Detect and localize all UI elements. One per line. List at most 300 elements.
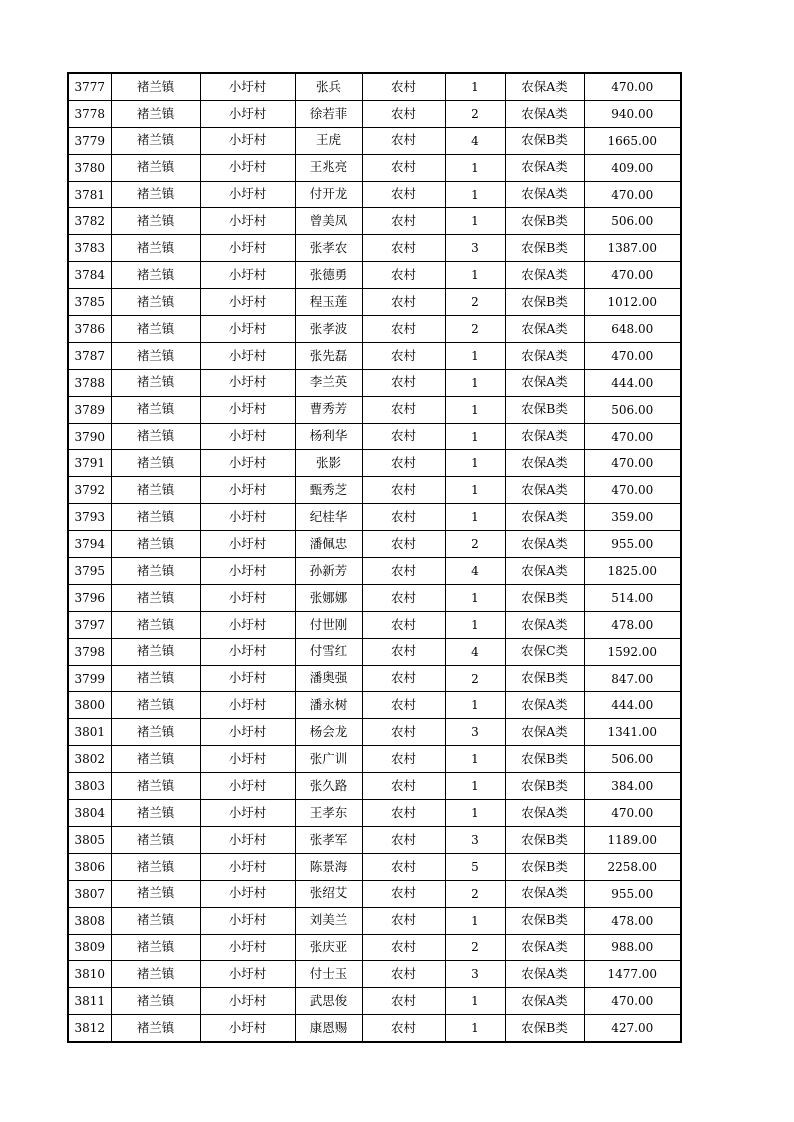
town-cell: 褚兰镇 [111, 692, 200, 719]
household-count-cell: 1 [445, 800, 505, 827]
household-count-cell: 1 [445, 154, 505, 181]
table-row [68, 316, 681, 343]
person-name-cell: 付雪红 [295, 638, 362, 665]
amount-cell: 1477.00 [584, 961, 681, 988]
person-name-cell: 张绍艾 [295, 880, 362, 907]
record-number-cell: 3788 [68, 369, 111, 396]
town-cell: 褚兰镇 [111, 907, 200, 934]
record-number-cell: 3810 [68, 961, 111, 988]
person-name-cell: 曾美凤 [295, 208, 362, 235]
record-number-cell: 3802 [68, 746, 111, 773]
insurance-category-cell: 农保A类 [505, 477, 584, 504]
village-cell: 小圩村 [200, 773, 295, 800]
insurance-category-cell: 农保A类 [505, 316, 584, 343]
table-row [68, 450, 681, 477]
residence-type-cell: 农村 [362, 1015, 445, 1042]
amount-cell: 427.00 [584, 1015, 681, 1042]
insurance-category-cell: 农保B类 [505, 853, 584, 880]
amount-cell: 955.00 [584, 880, 681, 907]
town-cell: 褚兰镇 [111, 369, 200, 396]
record-number-cell: 3784 [68, 262, 111, 289]
household-count-cell: 1 [445, 73, 505, 100]
town-cell: 褚兰镇 [111, 504, 200, 531]
household-count-cell: 5 [445, 853, 505, 880]
household-count-cell: 1 [445, 342, 505, 369]
person-name-cell: 付世刚 [295, 611, 362, 638]
amount-cell: 470.00 [584, 342, 681, 369]
town-cell: 褚兰镇 [111, 154, 200, 181]
insurance-category-cell: 农保A类 [505, 719, 584, 746]
household-count-cell: 1 [445, 1015, 505, 1042]
record-number-cell: 3780 [68, 154, 111, 181]
record-number-cell: 3812 [68, 1015, 111, 1042]
record-number-cell: 3796 [68, 584, 111, 611]
table-row [68, 800, 681, 827]
village-cell: 小圩村 [200, 100, 295, 127]
town-cell: 褚兰镇 [111, 961, 200, 988]
table-row [68, 773, 681, 800]
household-count-cell: 1 [445, 396, 505, 423]
table-row [68, 1015, 681, 1042]
table-row [68, 73, 681, 100]
household-count-cell: 2 [445, 100, 505, 127]
town-cell: 褚兰镇 [111, 396, 200, 423]
village-cell: 小圩村 [200, 504, 295, 531]
town-cell: 褚兰镇 [111, 880, 200, 907]
town-cell: 褚兰镇 [111, 127, 200, 154]
residence-type-cell: 农村 [362, 826, 445, 853]
village-cell: 小圩村 [200, 154, 295, 181]
record-number-cell: 3790 [68, 423, 111, 450]
person-name-cell: 张影 [295, 450, 362, 477]
table-row [68, 611, 681, 638]
household-count-cell: 4 [445, 127, 505, 154]
record-number-cell: 3809 [68, 934, 111, 961]
household-count-cell: 1 [445, 746, 505, 773]
village-cell: 小圩村 [200, 450, 295, 477]
residence-type-cell: 农村 [362, 880, 445, 907]
residence-type-cell: 农村 [362, 800, 445, 827]
household-count-cell: 4 [445, 558, 505, 585]
village-cell: 小圩村 [200, 73, 295, 100]
record-number-cell: 3785 [68, 289, 111, 316]
residence-type-cell: 农村 [362, 181, 445, 208]
insurance-category-cell: 农保A类 [505, 369, 584, 396]
table-row [68, 719, 681, 746]
person-name-cell: 潘佩忠 [295, 531, 362, 558]
residence-type-cell: 农村 [362, 961, 445, 988]
residence-type-cell: 农村 [362, 477, 445, 504]
village-cell: 小圩村 [200, 1015, 295, 1042]
amount-cell: 444.00 [584, 369, 681, 396]
insurance-category-cell: 农保B类 [505, 746, 584, 773]
residence-type-cell: 农村 [362, 208, 445, 235]
household-count-cell: 2 [445, 934, 505, 961]
insurance-category-cell: 农保B类 [505, 127, 584, 154]
insurance-category-cell: 农保B类 [505, 289, 584, 316]
person-name-cell: 李兰英 [295, 369, 362, 396]
person-name-cell: 潘永树 [295, 692, 362, 719]
town-cell: 褚兰镇 [111, 638, 200, 665]
household-count-cell: 1 [445, 504, 505, 531]
record-number-cell: 3797 [68, 611, 111, 638]
town-cell: 褚兰镇 [111, 181, 200, 208]
insurance-category-cell: 农保B类 [505, 773, 584, 800]
residence-type-cell: 农村 [362, 289, 445, 316]
household-count-cell: 4 [445, 638, 505, 665]
insurance-category-cell: 农保A类 [505, 450, 584, 477]
table-row [68, 504, 681, 531]
insurance-category-cell: 农保A类 [505, 692, 584, 719]
insurance-category-cell: 农保B类 [505, 235, 584, 262]
amount-cell: 470.00 [584, 988, 681, 1015]
person-name-cell: 甄秀芝 [295, 477, 362, 504]
insurance-category-cell: 农保B类 [505, 665, 584, 692]
amount-cell: 1012.00 [584, 289, 681, 316]
town-cell: 褚兰镇 [111, 853, 200, 880]
residence-type-cell: 农村 [362, 773, 445, 800]
household-count-cell: 1 [445, 262, 505, 289]
village-cell: 小圩村 [200, 826, 295, 853]
residence-type-cell: 农村 [362, 396, 445, 423]
person-name-cell: 武思俊 [295, 988, 362, 1015]
amount-cell: 955.00 [584, 531, 681, 558]
record-number-cell: 3793 [68, 504, 111, 531]
amount-cell: 2258.00 [584, 853, 681, 880]
record-number-cell: 3805 [68, 826, 111, 853]
amount-cell: 988.00 [584, 934, 681, 961]
table-row [68, 477, 681, 504]
residence-type-cell: 农村 [362, 558, 445, 585]
amount-cell: 470.00 [584, 181, 681, 208]
record-number-cell: 3781 [68, 181, 111, 208]
household-count-cell: 1 [445, 773, 505, 800]
residence-type-cell: 农村 [362, 423, 445, 450]
record-number-cell: 3806 [68, 853, 111, 880]
household-count-cell: 3 [445, 719, 505, 746]
town-cell: 褚兰镇 [111, 665, 200, 692]
amount-cell: 444.00 [584, 692, 681, 719]
record-number-cell: 3777 [68, 73, 111, 100]
record-number-cell: 3787 [68, 342, 111, 369]
village-cell: 小圩村 [200, 316, 295, 343]
table-row [68, 584, 681, 611]
person-name-cell: 刘美兰 [295, 907, 362, 934]
record-number-cell: 3798 [68, 638, 111, 665]
insurance-category-cell: 农保A类 [505, 262, 584, 289]
amount-cell: 1665.00 [584, 127, 681, 154]
village-cell: 小圩村 [200, 746, 295, 773]
residence-type-cell: 农村 [362, 692, 445, 719]
person-name-cell: 张庆亚 [295, 934, 362, 961]
insurance-category-cell: 农保A类 [505, 800, 584, 827]
household-count-cell: 1 [445, 369, 505, 396]
table-row [68, 665, 681, 692]
amount-cell: 409.00 [584, 154, 681, 181]
village-cell: 小圩村 [200, 907, 295, 934]
town-cell: 褚兰镇 [111, 988, 200, 1015]
table-row [68, 853, 681, 880]
household-count-cell: 1 [445, 208, 505, 235]
amount-cell: 470.00 [584, 73, 681, 100]
residence-type-cell: 农村 [362, 638, 445, 665]
table-row [68, 396, 681, 423]
household-count-cell: 1 [445, 450, 505, 477]
household-count-cell: 3 [445, 826, 505, 853]
town-cell: 褚兰镇 [111, 342, 200, 369]
town-cell: 褚兰镇 [111, 73, 200, 100]
amount-cell: 359.00 [584, 504, 681, 531]
insurance-category-cell: 农保A类 [505, 342, 584, 369]
residence-type-cell: 农村 [362, 450, 445, 477]
record-number-cell: 3778 [68, 100, 111, 127]
amount-cell: 506.00 [584, 746, 681, 773]
record-number-cell: 3792 [68, 477, 111, 504]
village-cell: 小圩村 [200, 988, 295, 1015]
person-name-cell: 王孝东 [295, 800, 362, 827]
household-count-cell: 1 [445, 907, 505, 934]
person-name-cell: 付士玉 [295, 961, 362, 988]
person-name-cell: 陈景海 [295, 853, 362, 880]
village-cell: 小圩村 [200, 584, 295, 611]
record-number-cell: 3808 [68, 907, 111, 934]
data-table [67, 72, 682, 1043]
person-name-cell: 纪桂华 [295, 504, 362, 531]
insurance-category-cell: 农保B类 [505, 396, 584, 423]
insurance-category-cell: 农保A类 [505, 611, 584, 638]
amount-cell: 847.00 [584, 665, 681, 692]
household-count-cell: 1 [445, 988, 505, 1015]
record-number-cell: 3789 [68, 396, 111, 423]
household-count-cell: 1 [445, 181, 505, 208]
town-cell: 褚兰镇 [111, 208, 200, 235]
record-number-cell: 3811 [68, 988, 111, 1015]
insurance-category-cell: 农保A类 [505, 988, 584, 1015]
village-cell: 小圩村 [200, 369, 295, 396]
person-name-cell: 曹秀芳 [295, 396, 362, 423]
amount-cell: 514.00 [584, 584, 681, 611]
insurance-category-cell: 农保B类 [505, 907, 584, 934]
residence-type-cell: 农村 [362, 665, 445, 692]
residence-type-cell: 农村 [362, 504, 445, 531]
residence-type-cell: 农村 [362, 235, 445, 262]
table-row [68, 746, 681, 773]
person-name-cell: 杨会龙 [295, 719, 362, 746]
record-number-cell: 3795 [68, 558, 111, 585]
residence-type-cell: 农村 [362, 369, 445, 396]
insurance-category-cell: 农保A类 [505, 154, 584, 181]
person-name-cell: 徐若菲 [295, 100, 362, 127]
amount-cell: 1592.00 [584, 638, 681, 665]
table-row [68, 127, 681, 154]
person-name-cell: 张广训 [295, 746, 362, 773]
amount-cell: 1825.00 [584, 558, 681, 585]
table-row [68, 423, 681, 450]
household-count-cell: 1 [445, 477, 505, 504]
person-name-cell: 康恩赐 [295, 1015, 362, 1042]
person-name-cell: 潘奥强 [295, 665, 362, 692]
town-cell: 褚兰镇 [111, 719, 200, 746]
record-number-cell: 3804 [68, 800, 111, 827]
amount-cell: 470.00 [584, 450, 681, 477]
household-count-cell: 3 [445, 235, 505, 262]
insurance-category-cell: 农保B类 [505, 1015, 584, 1042]
village-cell: 小圩村 [200, 477, 295, 504]
amount-cell: 478.00 [584, 907, 681, 934]
insurance-category-cell: 农保B类 [505, 584, 584, 611]
person-name-cell: 付开龙 [295, 181, 362, 208]
amount-cell: 384.00 [584, 773, 681, 800]
residence-type-cell: 农村 [362, 531, 445, 558]
village-cell: 小圩村 [200, 423, 295, 450]
town-cell: 褚兰镇 [111, 289, 200, 316]
amount-cell: 1189.00 [584, 826, 681, 853]
table-row [68, 692, 681, 719]
household-count-cell: 2 [445, 665, 505, 692]
village-cell: 小圩村 [200, 396, 295, 423]
table-row [68, 638, 681, 665]
amount-cell: 1387.00 [584, 235, 681, 262]
village-cell: 小圩村 [200, 208, 295, 235]
household-count-cell: 1 [445, 584, 505, 611]
record-number-cell: 3803 [68, 773, 111, 800]
table-row [68, 154, 681, 181]
amount-cell: 1341.00 [584, 719, 681, 746]
record-number-cell: 3782 [68, 208, 111, 235]
table-row [68, 961, 681, 988]
table-row [68, 100, 681, 127]
amount-cell: 470.00 [584, 477, 681, 504]
insurance-category-cell: 农保A类 [505, 423, 584, 450]
record-number-cell: 3783 [68, 235, 111, 262]
person-name-cell: 王虎 [295, 127, 362, 154]
insurance-category-cell: 农保B类 [505, 208, 584, 235]
table-row [68, 934, 681, 961]
household-count-cell: 1 [445, 423, 505, 450]
insurance-category-cell: 农保A类 [505, 504, 584, 531]
record-number-cell: 3791 [68, 450, 111, 477]
household-count-cell: 2 [445, 289, 505, 316]
town-cell: 褚兰镇 [111, 1015, 200, 1042]
village-cell: 小圩村 [200, 665, 295, 692]
residence-type-cell: 农村 [362, 746, 445, 773]
residence-type-cell: 农村 [362, 73, 445, 100]
table-row [68, 558, 681, 585]
residence-type-cell: 农村 [362, 127, 445, 154]
insurance-category-cell: 农保A类 [505, 961, 584, 988]
town-cell: 褚兰镇 [111, 826, 200, 853]
residence-type-cell: 农村 [362, 907, 445, 934]
table-body [68, 73, 681, 1042]
residence-type-cell: 农村 [362, 316, 445, 343]
insurance-category-cell: 农保A类 [505, 531, 584, 558]
insurance-category-cell: 农保A类 [505, 73, 584, 100]
table-row [68, 826, 681, 853]
insurance-category-cell: 农保A类 [505, 181, 584, 208]
household-count-cell: 1 [445, 692, 505, 719]
insurance-category-cell: 农保A类 [505, 100, 584, 127]
person-name-cell: 张娜娜 [295, 584, 362, 611]
village-cell: 小圩村 [200, 342, 295, 369]
village-cell: 小圩村 [200, 692, 295, 719]
amount-cell: 940.00 [584, 100, 681, 127]
town-cell: 褚兰镇 [111, 316, 200, 343]
town-cell: 褚兰镇 [111, 934, 200, 961]
residence-type-cell: 农村 [362, 342, 445, 369]
person-name-cell: 张德勇 [295, 262, 362, 289]
person-name-cell: 杨利华 [295, 423, 362, 450]
record-number-cell: 3800 [68, 692, 111, 719]
residence-type-cell: 农村 [362, 719, 445, 746]
residence-type-cell: 农村 [362, 584, 445, 611]
town-cell: 褚兰镇 [111, 100, 200, 127]
insurance-category-cell: 农保A类 [505, 934, 584, 961]
insurance-category-cell: 农保A类 [505, 558, 584, 585]
table-row [68, 342, 681, 369]
town-cell: 褚兰镇 [111, 477, 200, 504]
village-cell: 小圩村 [200, 934, 295, 961]
household-count-cell: 2 [445, 531, 505, 558]
village-cell: 小圩村 [200, 800, 295, 827]
table-row [68, 181, 681, 208]
person-name-cell: 张久路 [295, 773, 362, 800]
person-name-cell: 张孝军 [295, 826, 362, 853]
village-cell: 小圩村 [200, 880, 295, 907]
village-cell: 小圩村 [200, 262, 295, 289]
amount-cell: 470.00 [584, 262, 681, 289]
town-cell: 褚兰镇 [111, 450, 200, 477]
amount-cell: 470.00 [584, 423, 681, 450]
amount-cell: 470.00 [584, 800, 681, 827]
table-row [68, 988, 681, 1015]
person-name-cell: 程玉莲 [295, 289, 362, 316]
person-name-cell: 孙新芳 [295, 558, 362, 585]
table-row [68, 289, 681, 316]
village-cell: 小圩村 [200, 638, 295, 665]
record-number-cell: 3794 [68, 531, 111, 558]
household-count-cell: 3 [445, 961, 505, 988]
household-count-cell: 1 [445, 611, 505, 638]
town-cell: 褚兰镇 [111, 584, 200, 611]
residence-type-cell: 农村 [362, 154, 445, 181]
town-cell: 褚兰镇 [111, 558, 200, 585]
village-cell: 小圩村 [200, 611, 295, 638]
person-name-cell: 张兵 [295, 73, 362, 100]
person-name-cell: 张孝农 [295, 235, 362, 262]
residence-type-cell: 农村 [362, 934, 445, 961]
amount-cell: 506.00 [584, 208, 681, 235]
insurance-category-cell: 农保B类 [505, 826, 584, 853]
record-number-cell: 3801 [68, 719, 111, 746]
insurance-category-cell: 农保C类 [505, 638, 584, 665]
person-name-cell: 张孝波 [295, 316, 362, 343]
town-cell: 褚兰镇 [111, 262, 200, 289]
household-count-cell: 2 [445, 880, 505, 907]
person-name-cell: 张先磊 [295, 342, 362, 369]
village-cell: 小圩村 [200, 853, 295, 880]
village-cell: 小圩村 [200, 181, 295, 208]
amount-cell: 478.00 [584, 611, 681, 638]
residence-type-cell: 农村 [362, 611, 445, 638]
amount-cell: 648.00 [584, 316, 681, 343]
residence-type-cell: 农村 [362, 262, 445, 289]
amount-cell: 506.00 [584, 396, 681, 423]
village-cell: 小圩村 [200, 531, 295, 558]
table-row [68, 531, 681, 558]
record-number-cell: 3807 [68, 880, 111, 907]
town-cell: 褚兰镇 [111, 423, 200, 450]
record-number-cell: 3786 [68, 316, 111, 343]
